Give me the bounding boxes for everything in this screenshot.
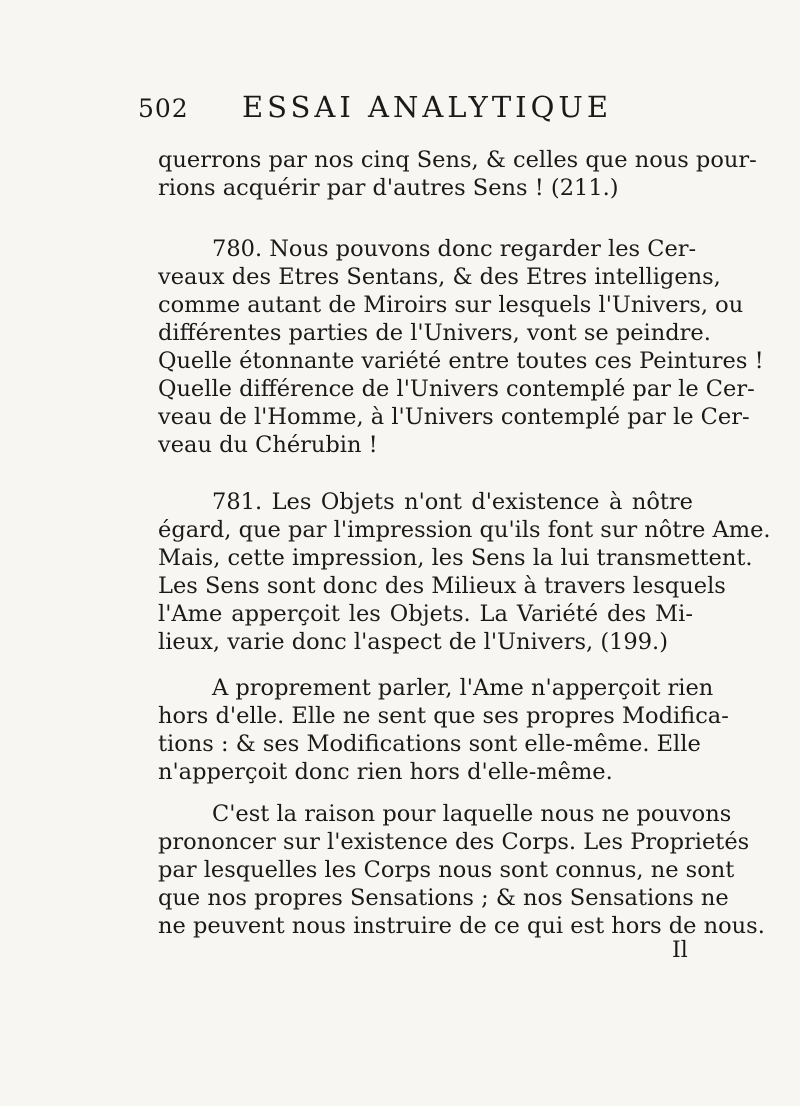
- text-line: par lesquelles les Corps nous sont connus, ne sont: [158, 857, 735, 883]
- text-line: l'Ame apperçoit les Objets. La Variété des Mi-: [158, 601, 693, 627]
- text-line: comme autant de Miroirs sur lesquels l'Univers, ou: [158, 292, 744, 318]
- page-number: 502: [138, 94, 189, 123]
- text-line: Mais, cette impression, les Sens la lui transmettent.: [158, 545, 753, 571]
- text-line: veaux des Etres Sentans, & des Etres intelligens,: [158, 264, 721, 290]
- text-line: C'est la raison pour laquelle nous ne pouvons: [212, 801, 732, 827]
- text-line: Quelle différence de l'Univers contemplé par le Cer-: [158, 376, 755, 402]
- text-line: veau de l'Homme, à l'Univers contemplé par le Cer-: [158, 404, 750, 430]
- text-line: veau du Chérubin !: [158, 432, 378, 458]
- text-line: hors d'elle. Elle ne sent que ses propres Modifica-: [158, 703, 729, 729]
- text-line: différentes parties de l'Univers, vont se peindre.: [158, 320, 711, 346]
- text-line: ne peuvent nous instruire de ce qui est hors de nous.: [158, 913, 765, 939]
- text-line: n'apperçoit donc rien hors d'elle-même.: [158, 759, 613, 785]
- paragraph-780-first-line: 780. Nous pouvons donc regarder les Cer-: [212, 236, 697, 262]
- running-title: ESSAI ANALYTIQUE: [242, 90, 613, 124]
- paragraph-781-first-line: 781. Les Objets n'ont d'existence à nôtre: [212, 489, 693, 515]
- text-line: A proprement parler, l'Ame n'apperçoit rien: [212, 675, 714, 701]
- text-line: égard, que par l'impression qu'ils font sur nôtre Ame.: [158, 517, 771, 543]
- text-line: rions acquérir par d'autres Sens ! (211.): [158, 175, 619, 201]
- text-line: querrons par nos cinq Sens, & celles que nous pour-: [158, 147, 757, 173]
- text-line: prononcer sur l'existence des Corps. Les Proprietés: [158, 829, 750, 855]
- text-line: Les Sens sont donc des Milieux à travers lesquels: [158, 573, 726, 599]
- catchword: Il: [672, 938, 688, 963]
- text-line: tions : & ses Modifications sont elle-même. Elle: [158, 731, 701, 757]
- text-line: que nos propres Sensations ; & nos Sensations ne: [158, 885, 729, 911]
- page-header: [138, 90, 658, 130]
- text-line: lieux, varie donc l'aspect de l'Univers, (199.): [158, 629, 668, 655]
- text-line: Quelle étonnante variété entre toutes ces Peintures !: [158, 348, 764, 374]
